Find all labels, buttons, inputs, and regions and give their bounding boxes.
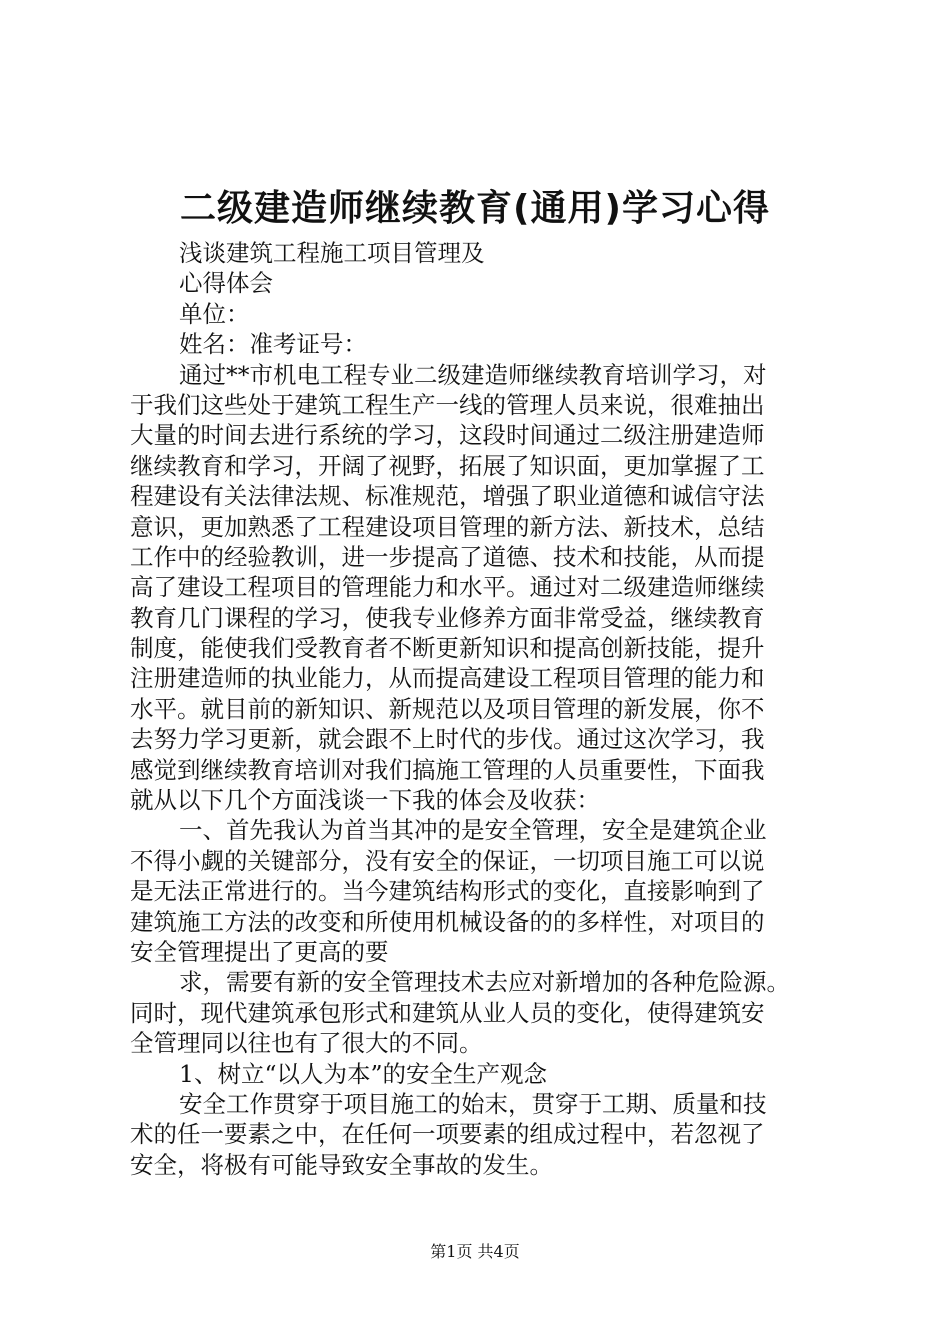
name-exam-id-label: 姓名：准考证号： — [179, 330, 367, 359]
text-line: 制度，能使我们受教育者不断更新知识和提高创新技能，提升 — [130, 634, 765, 663]
text-line: 继续教育和学习，开阔了视野，拓展了知识面，更加掌握了工 — [130, 451, 765, 480]
text-line: 同时，现代建筑承包形式和建筑从业人员的变化，使得建筑安 — [130, 998, 765, 1027]
text-line: 安全管理提出了更高的要 — [130, 937, 389, 966]
text-line: 教育几门课程的学习，使我专业修养方面非常受益，继续教育 — [130, 603, 765, 632]
text-line: 水平。就目前的新知识、新规范以及项目管理的新发展，你不 — [130, 694, 765, 723]
text-line: 建筑施工方法的改变和所使用机械设备的的多样性，对项目的 — [130, 907, 765, 936]
page-title: 二级建造师继续教育(通用)学习心得 — [180, 188, 770, 229]
text-line: 全管理同以往也有了很大的不同。 — [130, 1029, 483, 1058]
paragraph-safety-work — [130, 1089, 836, 1180]
page-footer: 第1页 共4页 — [430, 1242, 520, 1261]
text-line: 大量的时间去进行系统的学习，这段时间通过二级注册建造师 — [130, 421, 765, 450]
text-line: 安全工作贯穿于项目施工的始末，贯穿于工期、质量和技 — [179, 1089, 767, 1118]
text-line: 1、树立“以人为本”的安全生产观念 — [179, 1059, 547, 1088]
text-line: 不得小觑的关键部分，没有安全的保证，一切项目施工可以说 — [130, 846, 765, 875]
text-line: 意识，更加熟悉了工程建设项目管理的新方法、新技术，总结 — [130, 512, 765, 541]
text-line: 求，需要有新的安全管理技术去应对新增加的各种危险源。 — [179, 968, 790, 997]
text-line: 通过**市机电工程专业二级建造师继续教育培训学习，对 — [179, 360, 767, 389]
document-body — [130, 238, 836, 1180]
text-line: 去努力学习更新，就会跟不上时代的步伐。通过这次学习，我 — [130, 725, 765, 754]
paragraph-safety-continued — [130, 967, 836, 1058]
text-line: 一、首先我认为首当其冲的是安全管理，安全是建筑企业 — [179, 816, 767, 845]
paragraph-safety-management — [130, 815, 836, 967]
text-line: 感觉到继续教育培训对我们搞施工管理的人员重要性，下面我 — [130, 755, 765, 784]
unit-field-label: 单位： — [179, 299, 250, 328]
header-line: 浅谈建筑工程施工项目管理及 — [179, 239, 485, 267]
text-line: 术的任一要素之中，在任何一项要素的组成过程中，若忽视了 — [130, 1120, 765, 1149]
text-line: 工作中的经验教训，进一步提高了道德、技术和技能，从而提 — [130, 542, 765, 571]
section-heading — [130, 1059, 836, 1089]
text-line: 程建设有关法律法规、标准规范，增强了职业道德和诚信守法 — [130, 482, 765, 511]
paragraph-intro — [130, 360, 836, 816]
header-line: 心得体会 — [179, 269, 273, 298]
text-line: 高了建设工程项目的管理能力和水平。通过对二级建造师继续 — [130, 573, 765, 602]
text-line: 安全，将极有可能导致安全事故的发生。 — [130, 1150, 553, 1179]
text-line: 就从以下几个方面浅谈一下我的体会及收获： — [130, 786, 600, 815]
text-line: 是无法正常进行的。当今建筑结构形式的变化，直接影响到了 — [130, 877, 765, 906]
text-line: 注册建造师的执业能力，从而提高建设工程项目管理的能力和 — [130, 664, 765, 693]
text-line: 于我们这些处于建筑工程生产一线的管理人员来说，很难抽出 — [130, 390, 765, 419]
